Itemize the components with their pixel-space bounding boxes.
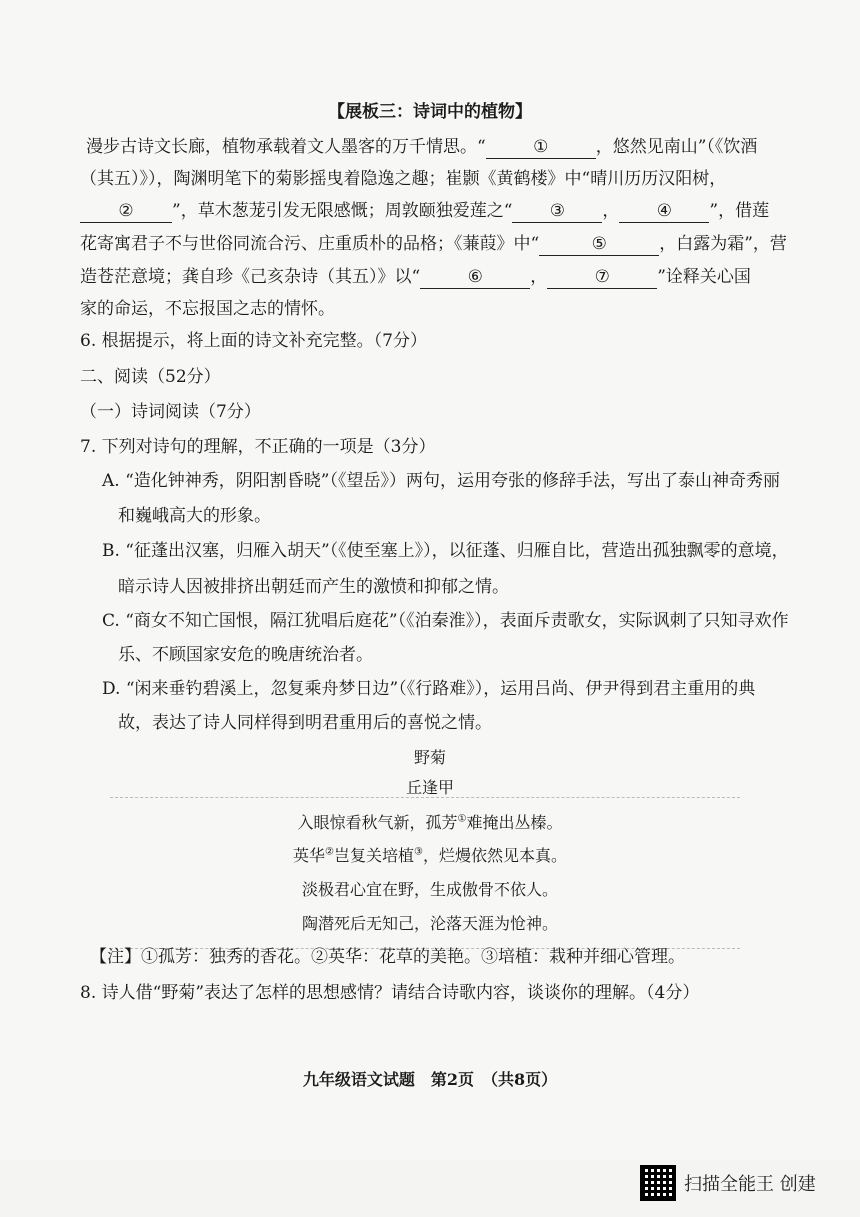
option-d-line-1: D. “闲来垂钓碧溪上，忽复乘舟梦日边”（《行路难》），运用吕尚、伊尹得到君主重用的典 [102,679,756,699]
intro-text: ， [530,267,548,287]
intro-line-1 [86,136,776,159]
blank-3: ③ [512,200,602,223]
footnote-mark: ③ [414,846,423,858]
poem-text: 入眼惊看秋气新，孤芳 [297,813,458,832]
poem-text: 英华 [293,846,326,865]
blank-4: ④ [619,200,709,223]
intro-line-4 [80,233,787,256]
poem-author: 丘逢甲 [405,778,454,797]
intro-text: ”，草木葱茏引发无限感慨；周敦颐独爱莲之“ [172,201,513,221]
option-a-line-1: A. “造化钟神秀，阴阳割昏晓”（《望岳》）两句，运用夸张的修辞手法，写出了泰山神奇秀丽 [102,471,780,491]
intro-line-6: 家的命运，不忘报国之志的情怀。 [80,299,335,319]
footnote-mark: ① [457,813,467,825]
blank-1: ① [486,136,596,159]
option-d-line-2: 故，表达了诗人同样得到明君重用后的喜悦之情。 [118,713,492,733]
intro-line-2: （其五）》），陶渊明笔下的菊影摇曳着隐逸之趣；崔颢《黄鹤楼》中“晴川历历汉阳树， [80,169,727,189]
option-c-line-1: C. “商女不知亡国恨，隔江犹唱后庭花”（《泊秦淮》），表面斥责歌女，实际讽刺了只知寻欢作 [102,611,789,631]
poem-line-3: 淡极君心宜在野，生成傲骨不依人。 [301,880,558,899]
question-7: 7. 下列对诗句的理解，不正确的一项是（3分） [80,437,436,457]
poem-line-2 [0,843,860,866]
intro-text: ，白露为霜”，营 [659,234,787,254]
blank-6: ⑥ [420,266,530,289]
poem-note: 【注】①孤芳：独秀的香花。②英华：花草的美艳。③培植：栽种并细心管理。 [90,947,685,967]
blank-5: ⑤ [539,233,659,256]
option-b-line-1: B. “征蓬出汉塞，归雁入胡天”（《使至塞上》），以征蓬、归雁自比，营造出孤独飘零的意境， [102,541,789,561]
intro-line-5 [80,266,770,289]
question-6: 6. 根据提示，将上面的诗文补充完整。（7分） [80,331,427,351]
intro-text: 花寄寓君子不与世俗同流合污、庄重质朴的品格；《蒹葭》中“ [80,234,540,254]
poem-text: ，烂熳依然见本真。 [422,846,567,865]
footnote-mark: ② [325,846,334,858]
intro-text: ”，借莲 [709,201,770,221]
intro-text: 造苍茫意境；龚自珍《己亥杂诗（其五）》以“ [80,267,421,287]
page-footer: 九年级语文试题 第2页 （共8页） [302,1070,558,1089]
watermark-text: 扫描全能王 创建 [684,1174,816,1195]
blank-2: ② [80,200,172,223]
intro-text: ，悠然见南山”（《饮酒 [595,137,758,157]
section-2-heading: 二、阅读（52分） [80,367,221,387]
question-8: 8. 诗人借“野菊”表达了怎样的思想感情？请结合诗歌内容，谈谈你的理解。（4分） [80,983,700,1003]
option-a-line-2: 和巍峨高大的形象。 [118,506,271,526]
option-c-line-2: 乐、不顾国家安危的晚唐统治者。 [118,645,373,665]
poem-line-4: 陶潜死后无知己，沦落天涯为怆神。 [301,914,558,933]
scanner-watermark [640,1165,816,1201]
poem-line-1 [0,810,860,833]
poem-text: 难掩出丛榛。 [466,813,563,832]
intro-text: ”诠释关心国 [657,267,751,287]
intro-text: 漫步古诗文长廊，植物承载着文人墨客的万千情思。“ [86,137,486,157]
option-b-line-2: 暗示诗人因被排挤出朝廷而产生的激愤和抑郁之情。 [118,577,509,597]
intro-line-3 [80,200,770,223]
qr-code-icon [640,1165,676,1201]
poem-text: 岂复关培植 [333,846,414,865]
poem-title: 野菊 [413,748,446,767]
intro-text: ， [602,201,620,221]
blank-7: ⑦ [547,266,657,289]
panel-title: 【展板三：诗词中的植物】 [328,102,532,122]
subsection-1-heading: （一）诗词阅读（7分） [80,402,261,422]
